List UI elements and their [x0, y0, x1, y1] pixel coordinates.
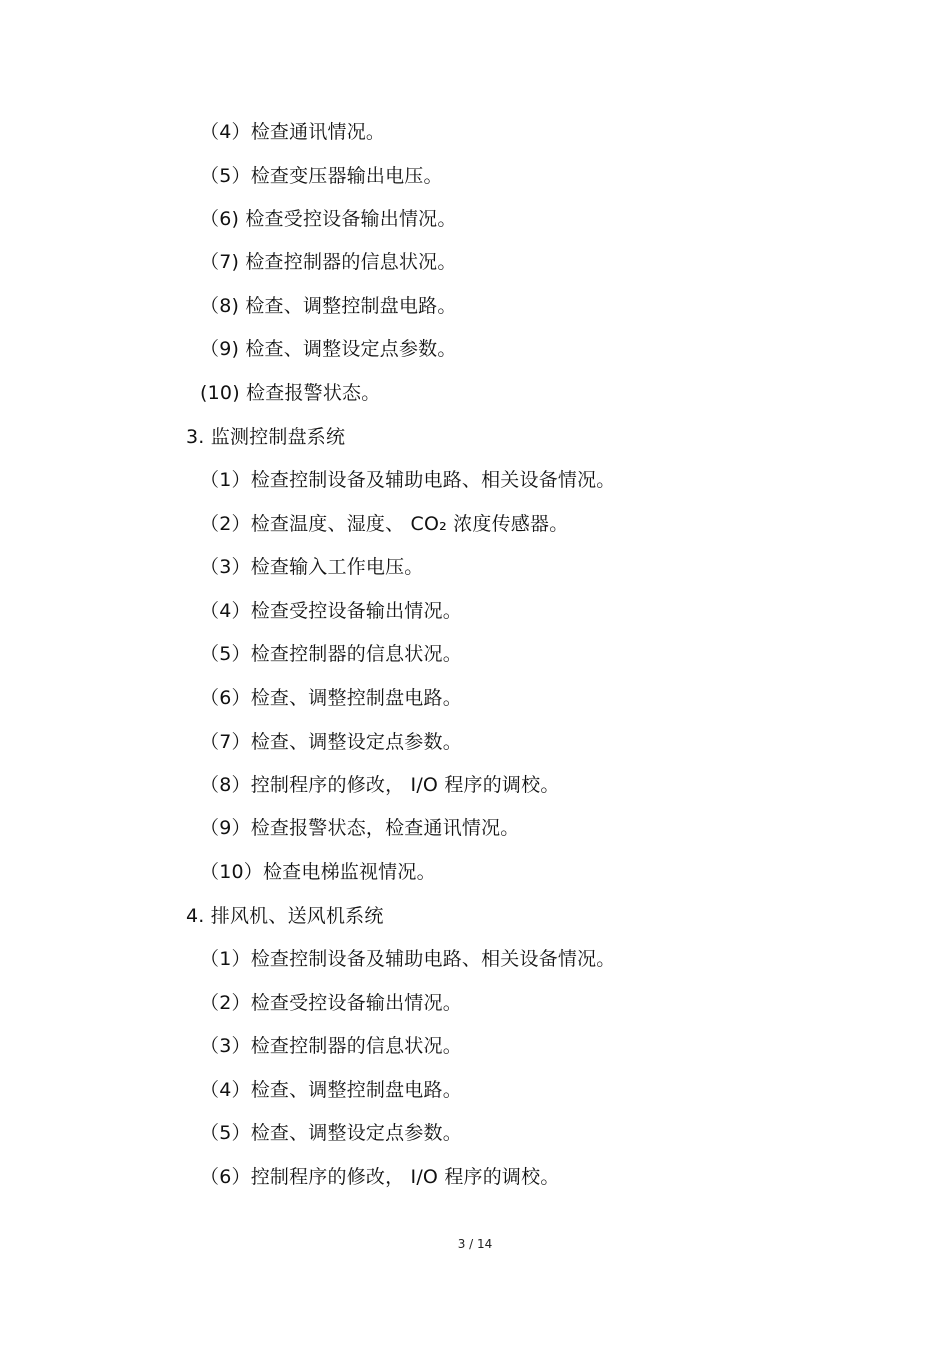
list-item: （9) 检查、调整设定点参数。 — [200, 338, 457, 360]
section-heading: 4. 排风机、送风机系统 — [186, 905, 384, 927]
list-item: （2）检查温度、湿度、 CO₂ 浓度传感器。 — [200, 513, 569, 535]
list-item: （4）检查通讯情况。 — [200, 121, 386, 143]
list-item: （4）检查受控设备输出情况。 — [200, 600, 462, 622]
list-item: （5）检查控制器的信息状况。 — [200, 643, 462, 665]
list-item: （6）检查、调整控制盘电路。 — [200, 687, 462, 709]
list-item: (10) 检查报警状态。 — [200, 382, 381, 404]
list-item: （5）检查变压器输出电压。 — [200, 165, 443, 187]
list-item: （1）检查控制设备及辅助电路、相关设备情况。 — [200, 469, 616, 491]
list-item: （8) 检查、调整控制盘电路。 — [200, 295, 457, 317]
list-item: （3）检查输入工作电压。 — [200, 556, 424, 578]
list-item: （5）检查、调整设定点参数。 — [200, 1122, 462, 1144]
list-item: （6）控制程序的修改， I/O 程序的调校。 — [200, 1166, 560, 1188]
list-item: （7）检查、调整设定点参数。 — [200, 731, 462, 753]
list-item: （4）检查、调整控制盘电路。 — [200, 1079, 462, 1101]
section-heading: 3. 监测控制盘系统 — [186, 426, 346, 448]
list-item: （6) 检查受控设备输出情况。 — [200, 208, 457, 230]
list-item: （8）控制程序的修改， I/O 程序的调校。 — [200, 774, 560, 796]
list-item: （7) 检查控制器的信息状况。 — [200, 251, 457, 273]
list-item: （3）检查控制器的信息状况。 — [200, 1035, 462, 1057]
list-item: （10）检查电梯监视情况。 — [200, 861, 436, 883]
list-item: （1）检查控制设备及辅助电路、相关设备情况。 — [200, 948, 616, 970]
list-item: （9）检查报警状态，检查通讯情况。 — [200, 817, 520, 839]
page-number: 3 / 14 — [457, 1237, 493, 1251]
list-item: （2）检查受控设备输出情况。 — [200, 992, 462, 1014]
